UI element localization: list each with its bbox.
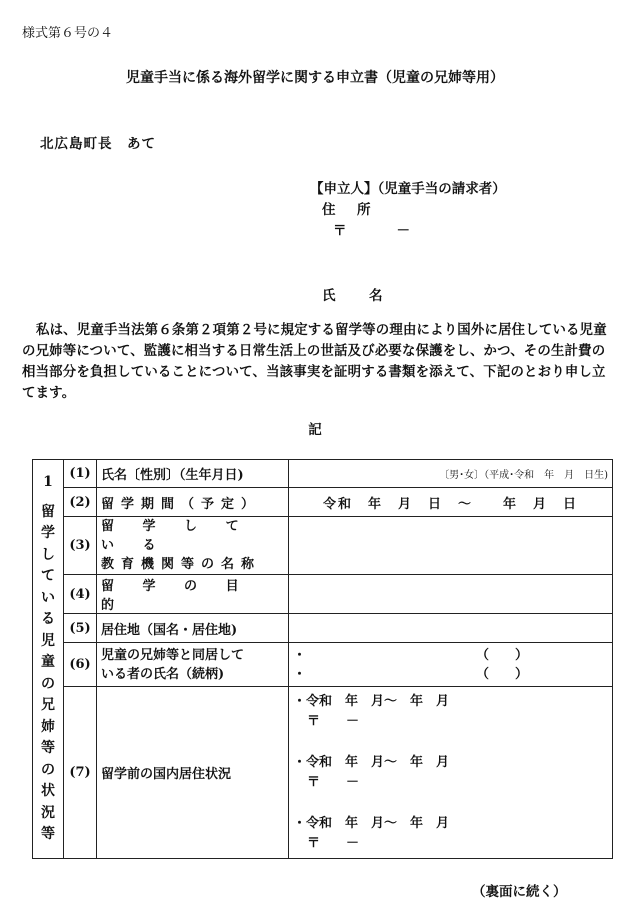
history-postal: 〒 －: [307, 835, 360, 851]
side-label-char: 況: [41, 804, 55, 821]
bullet: ・: [293, 666, 307, 682]
row-label: 留 学 の 目 的: [97, 575, 289, 614]
cohabitant-line: [293, 646, 608, 665]
row-number: (2): [64, 488, 97, 517]
side-label-char: 童: [41, 654, 55, 671]
side-label-char: 児: [41, 632, 55, 649]
institution-name-field[interactable]: [289, 517, 613, 575]
side-label-char: の: [41, 675, 55, 692]
history-period: ・令和 年 月～ 年 月: [293, 754, 450, 770]
row-label: 留学期間（予定）: [97, 488, 289, 517]
student-status-table: [32, 459, 613, 859]
side-label-char: 等: [41, 826, 55, 843]
side-label-char: の: [41, 761, 55, 778]
relationship-paren: （ ）: [475, 647, 528, 663]
row-label: 氏名〔性別〕（生年月日): [97, 460, 289, 488]
row-label-line2: 教育機関等の名称: [101, 557, 262, 572]
row-label: [97, 517, 289, 575]
postal-dash: －: [396, 223, 410, 239]
row-label: 居住地（国名・居住地): [97, 614, 289, 643]
row-number: (6): [64, 643, 97, 687]
continued-note: （裏面に続く）: [472, 884, 567, 900]
name-label: 氏 名: [322, 288, 393, 304]
history-period: ・令和 年 月～ 年 月: [293, 815, 450, 831]
row-number: (1): [64, 460, 97, 488]
row-label: 留学前の国内居住状況: [97, 687, 289, 859]
applicant-heading: 【申立人】（児童手当の請求者）: [310, 181, 506, 197]
history-period: ・令和 年 月～ 年 月: [293, 693, 450, 709]
side-label-char: 学: [41, 525, 55, 542]
row-label-line1: 留 学 し て い る: [101, 519, 251, 553]
side-label-char: 等: [41, 740, 55, 757]
section-side-label: [33, 460, 64, 859]
applicant-postal: [333, 219, 410, 239]
history-postal: 〒 －: [307, 774, 360, 790]
residence-field[interactable]: [289, 614, 613, 643]
side-label-char: い: [41, 589, 55, 606]
domestic-history-field[interactable]: [289, 687, 613, 859]
side-label-char: し: [41, 546, 55, 563]
addressee: 北広島町長 あて: [40, 136, 156, 152]
ki-marker: 記: [308, 422, 322, 438]
history-postal: 〒 －: [307, 713, 360, 729]
side-label-char: 兄: [41, 697, 55, 714]
study-period-field[interactable]: [289, 488, 613, 517]
study-purpose-field[interactable]: [289, 575, 613, 614]
study-period-text: 令和 年 月 日 ～ 年 月 日: [322, 496, 578, 512]
row-number: (5): [64, 614, 97, 643]
row-number: (7): [64, 687, 97, 859]
side-label-char: て: [41, 568, 55, 585]
side-label-char: 留: [41, 503, 55, 520]
history-entry: [293, 814, 608, 854]
cohabitant-line: [293, 665, 608, 684]
postal-mark: 〒: [333, 223, 347, 239]
form-number: 様式第６号の４: [22, 26, 114, 41]
row-number: (3): [64, 517, 97, 575]
side-label-char: 姉: [41, 718, 55, 735]
cohabitant-field[interactable]: [289, 643, 613, 687]
row-label-line2: いる者の氏名（続柄): [101, 666, 225, 682]
row-label-line1: 児童の兄姉等と同居して: [101, 647, 245, 663]
history-entry: [293, 753, 608, 793]
row-number: (4): [64, 575, 97, 614]
bullet: ・: [293, 647, 307, 663]
side-label-char: る: [41, 611, 55, 628]
relationship-paren: （ ）: [475, 666, 528, 682]
row-label: [97, 643, 289, 687]
address-label: 住 所: [322, 202, 375, 218]
statement-text: 私は、児童手当法第６条第２項第２号に規定する留学等の理由により国外に居住している児童の兄姉等について、監護に相当する日常生活上の世話及び必要な保護をし、かつ、その生計費の相当部分を負担していることについて、当該事実を証明する書類を添えて、下記のとおり申し立てます。: [22, 322, 607, 401]
history-entry: [293, 692, 608, 732]
name-gender-birth-field[interactable]: [289, 460, 613, 488]
section-number: 1: [43, 474, 53, 491]
gender-birth-hint: 〔男･女〕（平成･令和 年 月 日生): [439, 469, 608, 481]
section-side-text: [37, 502, 59, 846]
side-label-char: 状: [41, 783, 55, 800]
document-title: 児童手当に係る海外留学に関する申立書（児童の兄姉等用）: [126, 70, 504, 86]
